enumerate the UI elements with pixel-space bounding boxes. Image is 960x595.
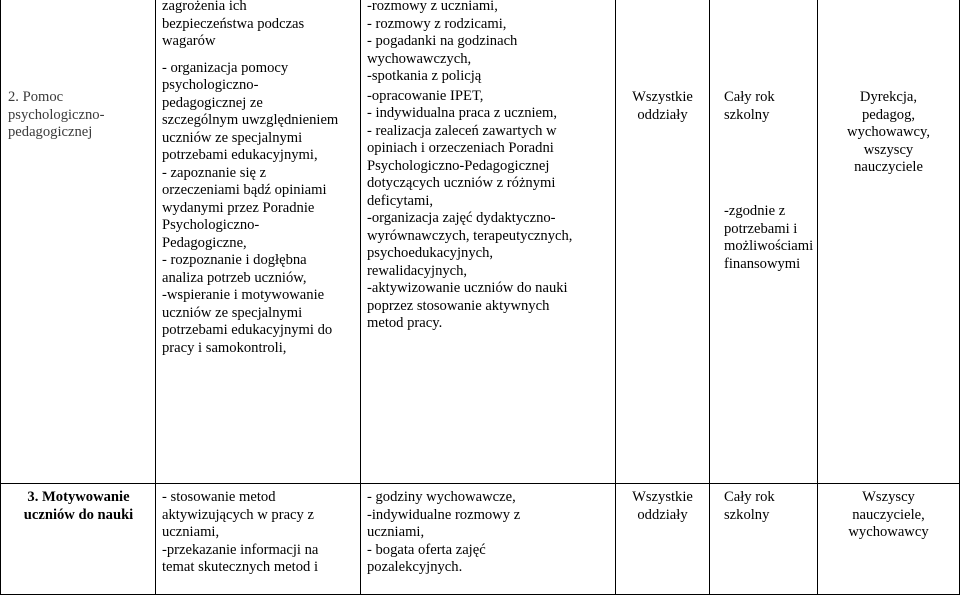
term-text: Cały rok szkolny [724, 89, 775, 123]
term-cell [710, 0, 818, 484]
methods-cell [361, 484, 616, 595]
target-text: Wszystkie oddziały [632, 489, 693, 523]
responsible-text: Wszyscy nauczyciele, wychowawcy [848, 489, 929, 540]
responsible-cell [818, 484, 960, 595]
responsible-text: Dyrekcja, pedagog, wychowawcy, wszyscy nauczyciele [847, 89, 930, 175]
section-cell [1, 0, 156, 484]
tasks-top-text: zagrożenia ich bezpieczeństwa podczas wagarów [162, 0, 305, 49]
term-note-text: -zgodnie z potrzebami i możliwościami finansowymi [724, 203, 814, 272]
section-title: 2. Pomoc psychologiczno- pedagogicznej [8, 89, 105, 140]
tasks-cell [156, 0, 361, 484]
section-title: 3. Motywowanie uczniów do nauki [23, 489, 134, 523]
target-text: Wszystkie oddziały [632, 89, 693, 123]
term-text: Cały rok szkolny [724, 489, 775, 523]
section-cell [1, 484, 156, 595]
table-row [1, 484, 960, 595]
responsible-cell [818, 0, 960, 484]
term-cell [710, 484, 818, 595]
methods-top-text: -rozmowy z uczniami, - rozmowy z rodzicami, - pogadanki na godzinach wychowawczych, -spotkania z policją [367, 0, 518, 84]
tasks-text: - organizacja pomocy psychologiczno- pedagogicznej ze szczególnym uwzględnieniem uczniów ze specjalnymi potrzebami edukacyjnymi, - zapoznanie się z orzeczeniami bądź opiniami wydanymi przez Poradnie Psychologiczno- Pedagogiczne, - rozpoznanie i dogłębna analiza potrzeb uczniów, -wspieranie i motywowanie uczniów ze specjalnymi potrzebami edukacyjnymi do pracy i samokontroli, [162, 59, 339, 356]
methods-text: - godziny wychowawcze, -indywidualne rozmowy z uczniami, - bogata oferta zajęć pozalekcyjnych. [367, 489, 521, 575]
tasks-text: - stosowanie metod aktywizujących w pracy z uczniami, -przekazanie informacji na temat skutecznych metod i [162, 489, 319, 575]
methods-text: -opracowanie IPET, - indywidualna praca z uczniem, - realizacja zaleceń zawartych w opiniach i orzeczeniach Poradni Psychologiczno-Pedagogicznej dotyczących uczniów z różnymi deficytami, -organizacja zajęć dydaktyczno- wyrównawczych, terapeutycznych, psychoedukacyjnych, rewalidacyjnych, -aktywizowanie uczniów do nauki poprzez stosowanie aktywnych metod pracy. [367, 87, 573, 331]
table-row [1, 0, 960, 484]
tasks-cell [156, 484, 361, 595]
target-cell [616, 484, 710, 595]
methods-cell [361, 0, 616, 484]
target-cell [616, 0, 710, 484]
